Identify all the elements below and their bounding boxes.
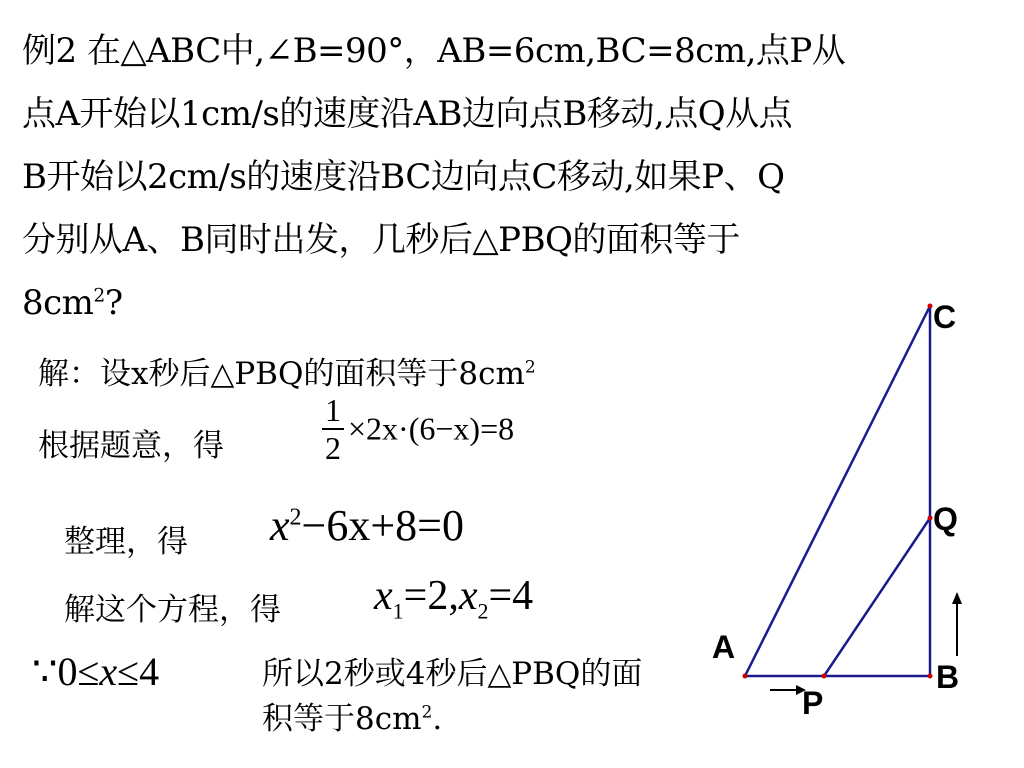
solution-let-text: 解：设x秒后△PBQ的面积等于8cm	[38, 356, 525, 392]
solution-let-sup: 2	[524, 357, 536, 378]
conclusion-sup: 2	[421, 702, 433, 723]
simplify-label: 整理，得	[64, 524, 188, 560]
conclusion-end: .	[432, 701, 443, 737]
problem-last-line-text: 8cm	[22, 283, 94, 323]
equation-3-sub2: 2	[477, 598, 489, 624]
problem-line-2: 点A开始以1cm/s的速度沿AB边向点B移动,点Q从点	[22, 94, 793, 134]
problem-line-1: 例2 在△ABC中,∠B=90°，AB=6cm,BC=8cm,点P从	[22, 31, 846, 71]
label-b: B	[936, 659, 960, 695]
problem-line-4: 分别从A、B同时出发，几秒后△PBQ的面积等于	[22, 220, 740, 260]
label-p: P	[802, 685, 824, 721]
problem-line-3: B开始以2cm/s的速度沿BC边向点C移动,如果P、Q	[22, 157, 785, 197]
equation-3-val2: =4	[488, 573, 534, 619]
point-q	[928, 516, 933, 521]
equation-1-rest: ×2x·(6−x)=8	[348, 410, 515, 447]
equation-3-sub1: 1	[392, 598, 404, 624]
fraction-numerator: 1	[325, 392, 341, 428]
label-a: A	[712, 629, 736, 665]
point-a	[743, 674, 748, 679]
problem-last-line-sup: 2	[93, 285, 105, 307]
equation-2-rest: −6x+8=0	[301, 501, 464, 550]
segment-ac	[745, 306, 930, 676]
conclusion-line-1: 所以2秒或4秒后△PBQ的面	[262, 656, 643, 692]
according-label: 根据题意，得	[38, 428, 224, 464]
equation-2-base: x	[270, 501, 290, 550]
equation-3-x1: x	[374, 573, 393, 619]
conclusion-line-2-text: 积等于8cm	[262, 701, 422, 737]
equation-2-exponent: 2	[289, 504, 302, 531]
solve-label: 解这个方程，得	[64, 592, 281, 628]
segment-pq	[824, 518, 930, 676]
because-end: ≤4	[117, 649, 160, 694]
equation-3-x2: x	[458, 573, 478, 619]
label-q: Q	[933, 501, 958, 537]
problem-last-line-end: ?	[104, 283, 123, 323]
fraction-denominator: 2	[325, 430, 341, 466]
point-c	[928, 304, 933, 309]
arrow-up-icon	[952, 592, 962, 604]
because-var: x	[99, 649, 118, 694]
point-b	[928, 674, 933, 679]
equation-3-val1: =2,	[403, 573, 459, 619]
point-p	[822, 674, 827, 679]
label-c: C	[933, 299, 957, 335]
because-text: ∵0≤	[32, 649, 100, 694]
